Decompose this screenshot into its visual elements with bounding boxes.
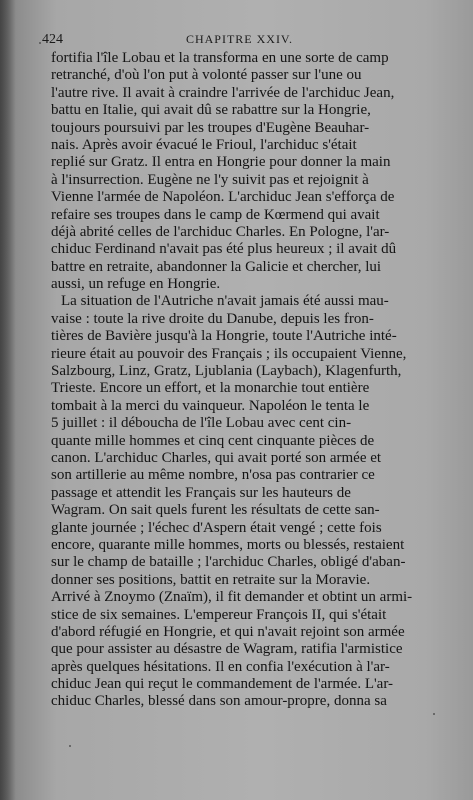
- binding-shadow: [0, 0, 16, 800]
- text-line-27: Wagram. On sait quels furent les résultats de cette san-: [51, 502, 380, 519]
- text-line-16: vaise : toute la rive droite du Danube, depuis les fron-: [51, 310, 374, 327]
- text-line-25: son artillerie au même nombre, n'osa pas contrarier ce: [51, 467, 375, 484]
- text-line-14: aussi, un refuge en Hongrie.: [51, 276, 221, 293]
- text-line-38: chiduc Charles, blessé dans son amour-propre, donna sa: [51, 693, 387, 710]
- text-line-3: l'autre rive. Il avait à craindre l'arrivée de l'archiduc Jean,: [51, 84, 395, 101]
- text-line-29: encore, quarante mille hommes, morts ou blessés, restaient: [51, 536, 405, 553]
- body-text: [51, 50, 433, 711]
- running-head: CHAPITRE XXIV.: [185, 32, 294, 46]
- text-line-9: Vienne l'armée de Napoléon. L'archiduc Jean s'efforça de: [51, 189, 395, 206]
- text-line-23: quante mille hommes et cinq cent cinquante pièces de: [51, 432, 375, 449]
- text-line-7: replié sur Gratz. Il entra en Hongrie pour donner la main: [51, 154, 391, 171]
- text-line-4: battu en Italie, qui avait dû se rabattre sur la Hongrie,: [51, 102, 371, 119]
- text-line-11: déjà abrité celles de l'archiduc Charles. En Pologne, l'ar-: [51, 223, 390, 240]
- text-line-18: rieure était au pouvoir des Français ; ils occupaient Vienne,: [51, 345, 407, 362]
- paper-speck: [433, 713, 435, 715]
- text-line-31: donner ses positions, battit en retraite sur la Moravie.: [51, 571, 371, 588]
- text-line-28: glante journée ; l'échec d'Aspern était vengé ; cette fois: [51, 519, 382, 536]
- text-line-35: que pour assister au désastre de Wagram, ratifia l'armistice: [51, 641, 403, 658]
- text-line-22: 5 juillet : il déboucha de l'île Lobau avec cent cin-: [51, 415, 352, 432]
- text-line-20: Trieste. Encore un effort, et la monarchie tout entière: [51, 380, 370, 397]
- text-line-17: tières de Bavière jusqu'à la Hongrie, toute l'Autriche inté-: [51, 328, 397, 345]
- text-line-26: passage et attendit les Français sur les hauteurs de: [51, 484, 351, 501]
- text-line-10: refaire ses troupes dans le camp de Kœrmend qui avait: [51, 206, 380, 223]
- paper-speck: [69, 745, 71, 747]
- text-line-12: chiduc Ferdinand n'avait pas été plus heureux ; il avait dû: [51, 241, 397, 258]
- page-number: 424: [42, 32, 63, 47]
- text-line-1: fortifia l'île Lobau et la transforma en une sorte de camp: [51, 50, 389, 66]
- text-line-33: stice de six semaines. L'empereur François II, qui s'était: [51, 606, 387, 623]
- text-line-8: à l'insurrection. Eugène ne l'y suivit pas et rejoignit à: [51, 171, 369, 188]
- text-line-19: Salzbourg, Linz, Gratz, Ljublania (Laybach), Klagenfurth,: [51, 363, 402, 380]
- text-line-6: nais. Après avoir évacué le Frioul, l'archiduc s'était: [51, 136, 357, 153]
- text-line-32: Arrivé à Znoymo (Znaïm), il fit demander et obtint un armi-: [51, 589, 413, 606]
- text-line-36: après quelques hésitations. Il en confia l'exécution à l'ar-: [51, 658, 390, 675]
- text-line-30: sur le champ de bataille ; l'archiduc Charles, obligé d'aban-: [51, 554, 406, 571]
- page-header: [42, 32, 437, 52]
- text-line-15: La situation de l'Autriche n'avait jamais été aussi mau-: [61, 293, 389, 310]
- text-line-37: chiduc Jean qui reçut le commandement de l'armée. L'ar-: [51, 676, 394, 693]
- text-line-24: canon. L'archiduc Charles, qui avait porté son armée et: [51, 449, 382, 466]
- text-line-34: d'abord réfugié en Hongrie, et qui n'avait rejoint son armée: [51, 623, 405, 640]
- paper-speck: [39, 42, 41, 44]
- text-line-21: tombait à la merci du vainqueur. Napoléon le tenta le: [51, 397, 370, 414]
- text-line-2: retranché, d'où l'on put à volonté passer sur l'une ou: [51, 67, 362, 84]
- text-line-5: toujours poursuivi par les troupes d'Eugène Beauhar-: [51, 119, 370, 136]
- text-line-13: battre en retraite, abandonner la Galicie et chercher, lui: [51, 258, 382, 275]
